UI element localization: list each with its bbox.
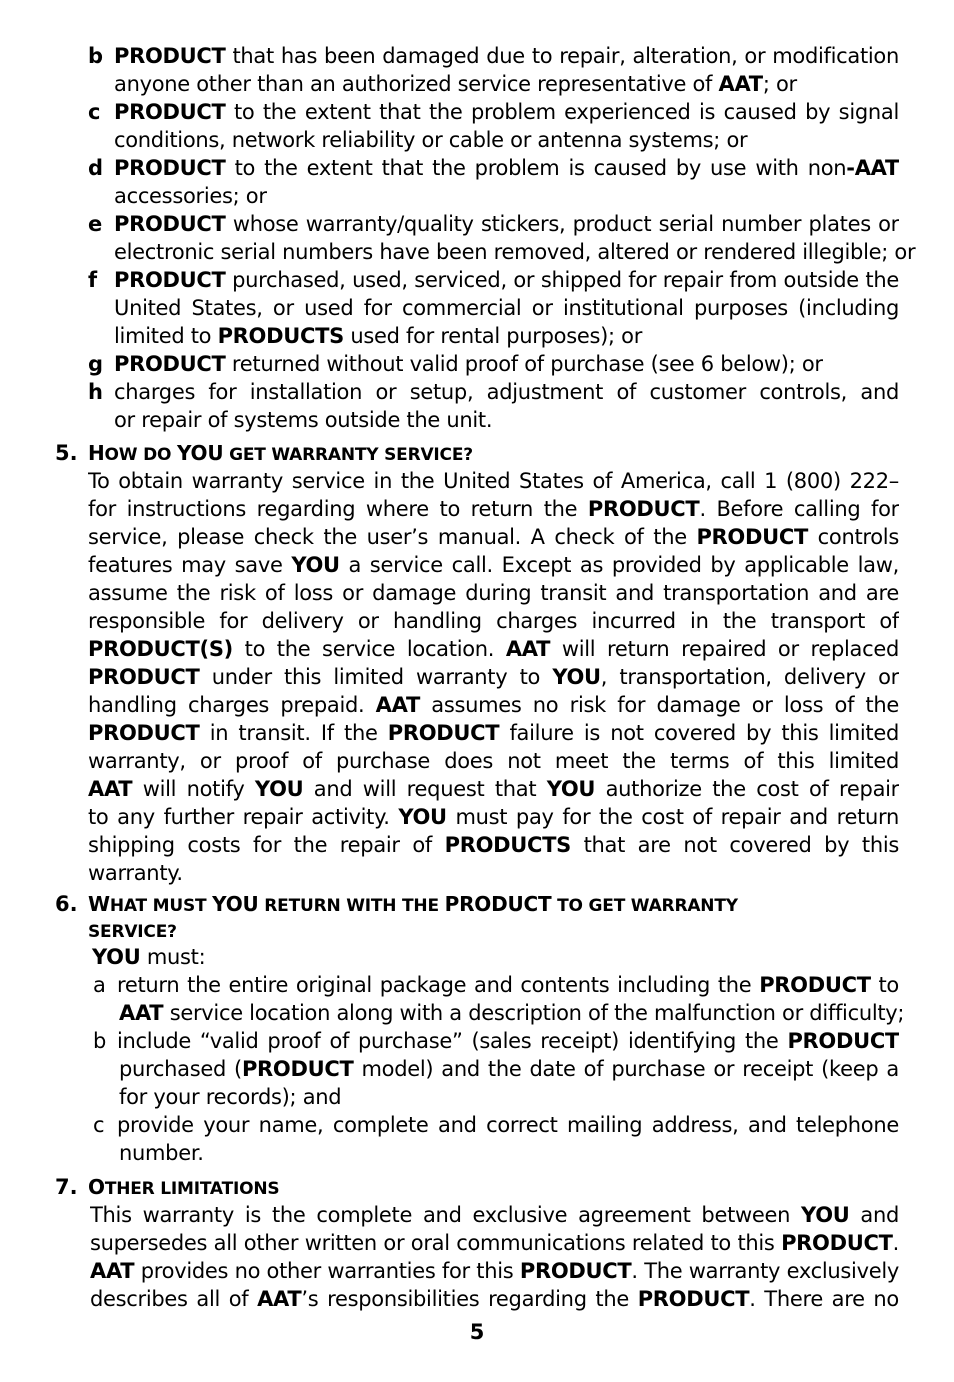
text-run: anyone other than an authorized service representative of	[114, 72, 719, 96]
list-item-f-line	[114, 266, 899, 294]
section-5-line	[88, 635, 899, 663]
text-run: United States, or used for commercial or institutional purposes (including	[114, 296, 899, 320]
section-6-item-line	[119, 1139, 204, 1167]
list-tag-b: b	[93, 1029, 107, 1053]
bold-term: YOU	[291, 553, 340, 577]
text-run: W	[88, 892, 110, 916]
section-5-line	[88, 719, 899, 747]
section-heading-6-cont	[88, 916, 177, 946]
bold-term: THER LIMITATIONS	[104, 1179, 280, 1199]
bold-term: OW DO	[104, 445, 177, 465]
section-5-line	[88, 691, 899, 719]
text-run: service location along with a description of the malfunction or difficulty;	[163, 1001, 905, 1025]
section-6-item-line	[119, 1083, 341, 1111]
text-run: a service call. Except as provided by applicable law,	[339, 553, 899, 577]
section-5-line	[88, 859, 183, 887]
text-run: under this limited warranty to	[199, 665, 553, 689]
list-item-e-line	[114, 238, 915, 266]
bold-term: PRODUCT	[114, 44, 226, 68]
text-run: responsible for delivery or handling charges incurred in the transport of	[88, 609, 899, 633]
text-run: to any further repair activity.	[88, 805, 399, 829]
text-run: purchased, used, serviced, or shipped for repair from outside the	[225, 268, 899, 292]
text-run: PRODUCT	[444, 892, 552, 916]
list-tag-d: d	[88, 156, 104, 180]
bold-term: YOU	[398, 805, 447, 829]
text-run: YOU	[212, 892, 259, 916]
text-run: to the extent that the problem experienced is caused by signal	[225, 100, 899, 124]
bold-term: PRODUCT	[519, 1259, 632, 1283]
bold-term: AAT	[375, 693, 420, 717]
text-run: and	[849, 1203, 899, 1227]
bold-term: PRODUCTS	[217, 324, 344, 348]
list-tag-h: h	[88, 380, 103, 404]
text-run: model) and the date of purchase or receipt (keep a	[361, 1057, 899, 1081]
list-tag-b: b	[88, 44, 104, 68]
section-5-line	[88, 607, 899, 635]
text-run: shipping costs for the repair of	[88, 833, 445, 857]
text-run: electronic serial numbers have been removed, altered or rendered illegible; or	[114, 240, 916, 264]
bold-term: AAT	[505, 637, 551, 661]
bold-term: HAT MUST	[109, 896, 213, 916]
text-run: . Before calling for	[699, 497, 899, 521]
text-run: describes all of	[90, 1287, 258, 1311]
text-run: provide your name, complete and correct mailing address, and telephone	[117, 1113, 899, 1137]
list-item-f-line	[114, 294, 899, 322]
text-run: that has been damaged due to repair, alteration, or modification	[232, 44, 899, 68]
section-number-7: 7.	[55, 1175, 78, 1199]
bold-term: PRODUCT	[114, 352, 226, 376]
section-5-line	[88, 663, 899, 691]
text-run: YOU	[176, 441, 224, 465]
section-heading-6	[88, 890, 738, 920]
text-run: that are not covered by this	[583, 833, 899, 857]
bold-term: PRODUCT	[759, 973, 871, 997]
text-run: . There are no	[749, 1287, 899, 1311]
section-7-line	[90, 1229, 899, 1257]
text-run: .	[892, 1231, 899, 1255]
text-run: returned without valid proof of purchase (see 6 below); or	[225, 352, 823, 376]
text-run: assume the risk of loss or damage during transit and transportation and are	[88, 581, 899, 605]
text-run: include “valid proof of purchase” (sales receipt) identifying the	[117, 1029, 788, 1053]
list-item-e-line	[114, 210, 899, 238]
list-item-h-line	[114, 406, 492, 434]
bold-term: PRODUCT	[781, 1231, 893, 1255]
text-run: purchased (	[119, 1057, 242, 1081]
section-heading-7	[88, 1173, 279, 1203]
section-6-item-line	[119, 999, 904, 1027]
section-number-5: 5.	[55, 441, 78, 465]
text-run: , transportation, delivery or	[600, 665, 899, 689]
bold-term: RETURN WITH THE	[258, 896, 445, 916]
text-run: provides no other warranties for this	[134, 1259, 520, 1283]
text-run: limited to	[114, 324, 218, 348]
section-heading-5	[88, 439, 473, 469]
bold-term: PRODUCT	[88, 665, 200, 689]
page-number: 5	[469, 1320, 485, 1344]
text-run: to the service location.	[232, 637, 506, 661]
text-run: features may save	[88, 553, 292, 577]
text-run: return the entire original package and contents including the	[117, 973, 760, 997]
bold-term: PRODUCT	[88, 721, 200, 745]
section-5-line	[88, 747, 899, 775]
text-run: warranty, or proof of purchase does not meet the terms of this limited	[88, 749, 899, 773]
list-tag-e: e	[88, 212, 103, 236]
text-run: will notify	[132, 777, 255, 801]
text-run: or repair of systems outside the unit.	[114, 408, 493, 432]
list-item-d-line	[114, 154, 899, 182]
bold-term: PRODUCT	[241, 1057, 354, 1081]
list-item-d-line	[114, 182, 267, 210]
text-run: for instructions regarding where to return the	[88, 497, 588, 521]
bold-term: PRODUCT	[787, 1029, 899, 1053]
section-5-line	[88, 467, 899, 495]
bold-term: -AAT	[846, 156, 899, 180]
text-run: will return repaired or replaced	[550, 637, 899, 661]
bold-term: YOU	[801, 1203, 850, 1227]
section-number-6: 6.	[55, 892, 78, 916]
list-tag-g: g	[88, 352, 104, 376]
section-7-line	[90, 1257, 899, 1285]
bold-term: SERVICE?	[88, 922, 177, 942]
text-run: to	[878, 973, 899, 997]
section-6-intro	[92, 943, 205, 971]
section-5-line	[88, 775, 899, 803]
section-5-line	[88, 495, 899, 523]
text-run: whose warranty/quality stickers, product serial number plates or	[225, 212, 899, 236]
list-item-h-line	[114, 378, 899, 406]
bold-term: YOU	[254, 777, 304, 801]
bold-term: AAT	[119, 1001, 164, 1025]
section-7-line	[90, 1201, 899, 1229]
section-5-line	[88, 551, 899, 579]
text-run: for your records); and	[119, 1085, 342, 1109]
list-item-c-line	[114, 126, 747, 154]
text-run: controls	[817, 525, 899, 549]
bold-term: YOU	[546, 777, 596, 801]
text-run: in transit. If the	[199, 721, 388, 745]
text-run: ; or	[762, 72, 797, 96]
bold-term: PRODUCT(S)	[88, 637, 233, 661]
section-6-item-line	[117, 1111, 899, 1139]
bold-term: PRODUCT	[114, 268, 226, 292]
bold-term: TO GET WARRANTY	[551, 896, 738, 916]
bold-term: PRODUCT	[387, 721, 500, 745]
text-run: charges for installation or setup, adjustment of customer controls, and	[114, 380, 899, 404]
list-tag-c: c	[93, 1113, 105, 1137]
list-tag-c: c	[88, 100, 101, 124]
bold-term: PRODUCT	[696, 525, 809, 549]
section-5-line	[88, 579, 899, 607]
text-run: to the extent that the problem is caused by use with non	[225, 156, 847, 180]
list-tag-a: a	[93, 973, 106, 997]
bold-term: PRODUCT	[587, 497, 700, 521]
bold-term: PRODUCTS	[444, 833, 571, 857]
bold-term: YOU	[552, 665, 601, 689]
text-run: ’s responsibilities regarding the	[301, 1287, 638, 1311]
text-run: . The warranty exclusively	[631, 1259, 899, 1283]
list-item-g-line	[114, 350, 823, 378]
section-6-item-line	[117, 1027, 899, 1055]
list-item-c-line	[114, 98, 899, 126]
text-run: O	[88, 1175, 105, 1199]
bold-term: GET WARRANTY SERVICE?	[223, 445, 473, 465]
text-run: authorize the cost of repair	[605, 777, 899, 801]
text-run: accessories; or	[114, 184, 267, 208]
section-6-item-line	[117, 971, 899, 999]
bold-term: AAT	[90, 1259, 135, 1283]
bold-term: AAT	[257, 1287, 302, 1311]
text-run: must:	[140, 945, 206, 969]
bold-term: PRODUCT	[114, 100, 226, 124]
text-run: supersedes all other written or oral communications related to this	[90, 1231, 782, 1255]
bold-term: PRODUCT	[637, 1287, 750, 1311]
bold-term: YOU	[92, 945, 141, 969]
section-5-line	[88, 523, 899, 551]
bold-term: AAT	[88, 777, 133, 801]
section-6-item-line	[119, 1055, 899, 1083]
list-item-f-line	[114, 322, 642, 350]
text-run: number.	[119, 1141, 204, 1165]
text-run: This warranty is the complete and exclusive agreement between	[90, 1203, 802, 1227]
bold-term: AAT	[718, 72, 763, 96]
text-run: must pay for the cost of repair and return	[446, 805, 899, 829]
text-run: failure is not covered by this limited	[499, 721, 899, 745]
text-run: and will request that	[303, 777, 547, 801]
section-5-line	[88, 831, 899, 859]
text-run: handling charges prepaid.	[88, 693, 376, 717]
text-run: To obtain warranty service in the United States of America, call 1 (800) 222–	[88, 469, 899, 493]
bold-term: PRODUCT	[114, 212, 226, 236]
list-item-b-line	[114, 70, 797, 98]
text-run: conditions, network reliability or cable or antenna systems; or	[114, 128, 748, 152]
text-run: warranty.	[88, 861, 183, 885]
text-run: assumes no risk for damage or loss of the	[419, 693, 899, 717]
section-5-line	[88, 803, 899, 831]
bold-term: PRODUCT	[114, 156, 226, 180]
text-run: used for rental purposes); or	[343, 324, 643, 348]
list-item-b-line	[114, 42, 899, 70]
section-7-line	[90, 1285, 899, 1313]
text-run: H	[88, 441, 105, 465]
text-run: service, please check the user’s manual. A check of the	[88, 525, 697, 549]
list-tag-f: f	[88, 268, 98, 292]
